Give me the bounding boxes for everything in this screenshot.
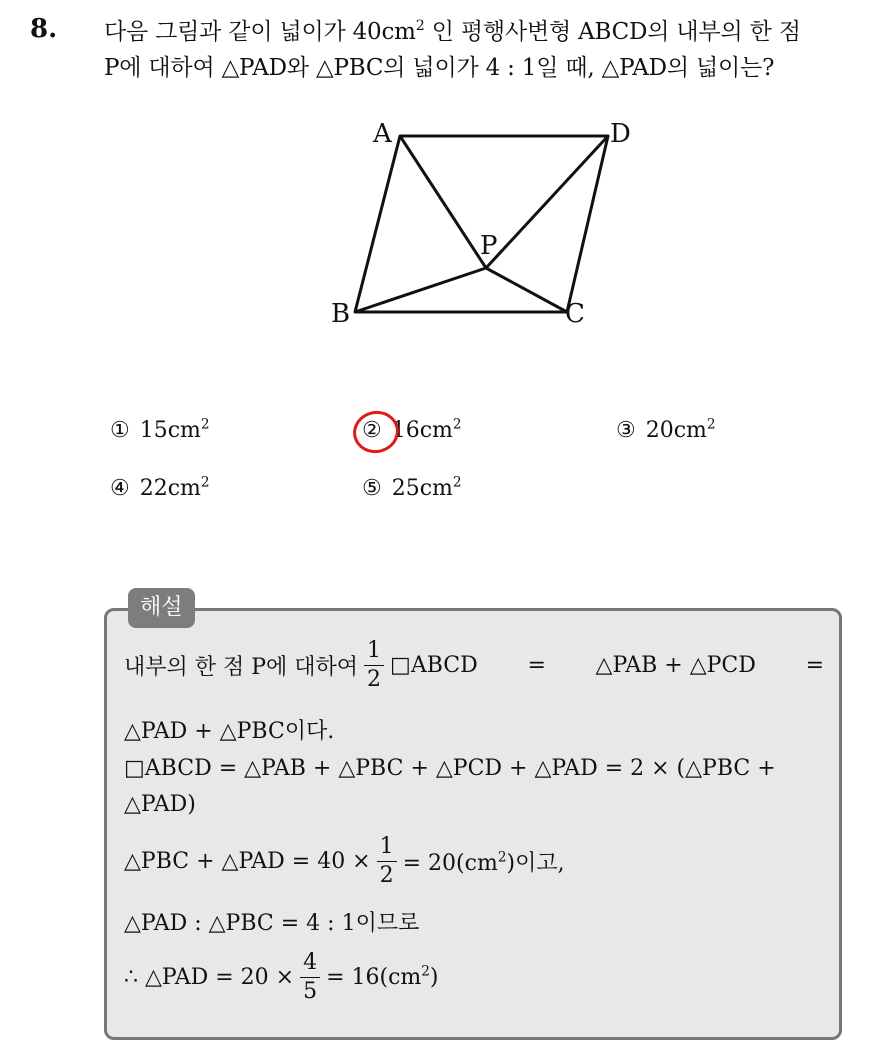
solution-line-1-eq1: =	[527, 653, 546, 678]
choice-2[interactable]	[362, 418, 462, 443]
solution-line-5-text: △PBC + △PAD = 40 ×	[124, 849, 371, 874]
parallelogram-figure	[320, 110, 640, 344]
label-d: D	[610, 119, 631, 149]
question-line-1: 다음 그림과 같이 넓이가 $40cm^2$ 인 평행사변형 ABCD의 내부의 한 점	[104, 18, 801, 45]
choice-2-mark: ②	[362, 418, 382, 443]
question-line-2: P에 대하여 △PAD와 △PBC의 넓이가 4 : 1일 때, △PAD의 넓이는?	[104, 55, 775, 81]
label-a: A	[373, 119, 392, 149]
solution-line-1-text: 내부의 한 점 P에 대하여	[124, 655, 359, 680]
choice-1-value: $15cm^2$	[139, 416, 210, 443]
solution-line-2: △PAD + △PBC이다.	[124, 719, 335, 744]
choice-5-mark: ⑤	[362, 476, 382, 501]
solution-line-7-text: ∴ △PAD = 20 ×	[124, 965, 295, 990]
segment-pa	[400, 136, 486, 268]
fraction-one-half-2: $\frac{1}{2}$	[377, 836, 397, 887]
choice-3[interactable]	[616, 418, 716, 443]
choice-3-mark: ③	[616, 418, 636, 443]
parallelogram-abcd	[355, 136, 608, 312]
choice-2-value: $16cm^2$	[391, 416, 462, 443]
solution-line-6: △PAD : △PBC = 4 : 1이므로	[124, 911, 420, 936]
question-number: 8.	[30, 14, 58, 44]
choice-1[interactable]	[110, 418, 210, 443]
segment-pb	[355, 268, 486, 312]
solution-line-4: △PAD)	[124, 792, 196, 817]
choice-4-mark: ④	[110, 476, 130, 501]
parallelogram-diagram	[320, 110, 640, 340]
question-text	[104, 14, 874, 86]
label-p: P	[480, 231, 498, 261]
solution-line-1-eq2: =	[805, 653, 824, 678]
solution-line-3: □ABCD = △PAB + △PBC + △PCD + △PAD = 2 × (△PBC +	[124, 756, 776, 781]
solution-line-5-result: = $20(cm^2)$이고,	[402, 849, 565, 876]
segment-pc	[486, 268, 567, 312]
solution-line-7-result: = $16(cm^2)$	[326, 963, 439, 990]
choice-1-mark: ①	[110, 418, 130, 443]
solution-line-1-sum: △PAB + △PCD	[595, 653, 756, 678]
solution-line-5	[124, 836, 565, 887]
solution-line-7	[124, 952, 439, 1003]
label-c: C	[565, 299, 585, 329]
solution-line-1	[124, 640, 824, 691]
fraction-four-fifths: $\frac{4}{5}$	[300, 952, 320, 1003]
choice-4[interactable]	[110, 476, 210, 501]
segment-pd	[486, 136, 608, 268]
solution-line-1-abcd: □ABCD	[390, 653, 478, 678]
fraction-one-half: $\frac{1}{2}$	[364, 640, 384, 691]
choice-3-value: $20cm^2$	[645, 416, 716, 443]
choice-5[interactable]	[362, 476, 462, 501]
choice-5-value: $25cm^2$	[391, 474, 462, 501]
solution-tag: 해설	[128, 588, 195, 628]
choice-4-value: $22cm^2$	[139, 474, 210, 501]
label-b: B	[331, 299, 351, 329]
